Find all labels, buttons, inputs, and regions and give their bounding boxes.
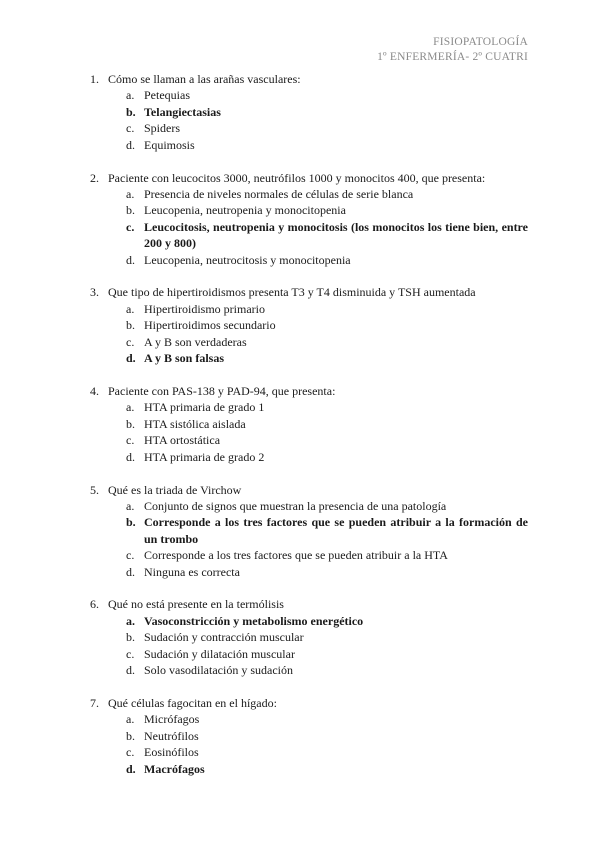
question-list [90, 71, 528, 794]
option [126, 646, 528, 662]
option-text: Solo vasodilatación y sudación [144, 663, 293, 678]
option-text: Hipertiroidimos secundario [144, 318, 276, 333]
option-correct [126, 219, 528, 252]
option-correct [126, 514, 528, 547]
question [90, 695, 528, 777]
option-letter: c. [126, 433, 135, 448]
option-letter: d. [126, 564, 135, 579]
option-text: Sudación y dilatación muscular [144, 646, 295, 661]
option [126, 202, 528, 218]
question-text: Cómo se llaman a las arañas vasculares: [108, 72, 301, 86]
option-letter: b. [126, 728, 135, 743]
option-text: HTA sistólica aislada [144, 416, 246, 431]
option-letter: d. [126, 252, 135, 267]
question [90, 596, 528, 678]
option-letter: c. [126, 121, 135, 136]
question [90, 482, 528, 580]
option-list [90, 399, 528, 465]
option-letter: d. [126, 761, 136, 776]
option-text: Petequias [144, 88, 190, 103]
option [126, 301, 528, 317]
option [126, 87, 528, 103]
option-letter: a. [126, 301, 135, 316]
option-text: Corresponde a los tres factores que se pueden atribuir a la HTA [144, 548, 448, 563]
option-letter: a. [126, 613, 135, 628]
option-letter: d. [126, 663, 135, 678]
option [126, 120, 528, 136]
option-letter: b. [126, 630, 135, 645]
option-letter: c. [126, 745, 135, 760]
option-letter: c. [126, 334, 135, 349]
header-course: 1º ENFERMERÍA- 2º CUATRI [377, 51, 528, 63]
question-text: Que tipo de hipertiroidismos presenta T3 y T4 disminuida y TSH aumentada [108, 285, 476, 300]
option-text: HTA primaria de grado 1 [144, 400, 265, 415]
option-text: Leucopenia, neutropenia y monocitopenia [144, 203, 346, 218]
option-letter: a. [126, 712, 135, 727]
option-letter: b. [126, 104, 136, 119]
option-letter: c. [126, 219, 135, 234]
option-letter: a. [126, 498, 135, 513]
option-text: Sudación y contracción muscular [144, 630, 304, 645]
option [126, 744, 528, 760]
option-letter: b. [126, 203, 135, 218]
option-letter: a. [126, 186, 135, 201]
option-text: Macrófagos [144, 761, 205, 776]
question [90, 71, 528, 153]
option [126, 137, 528, 153]
question-number: 6. [90, 597, 99, 612]
option-list [90, 613, 528, 679]
option-list [90, 498, 528, 580]
option-text: Leucopenia, neutrocitosis y monocitopenia [144, 252, 351, 267]
option-letter: b. [126, 318, 135, 333]
option [126, 399, 528, 415]
option [126, 547, 528, 563]
option-letter: d. [126, 449, 135, 464]
option-text: Hipertiroidismo primario [144, 301, 265, 316]
option-correct [126, 613, 528, 629]
option [126, 186, 528, 202]
question [90, 383, 528, 465]
option-list [90, 186, 528, 268]
question-text: Qué células fagocitan en el hígado: [108, 696, 277, 710]
question-number: 2. [90, 170, 99, 185]
option-text: Ninguna es correcta [144, 564, 240, 579]
option [126, 317, 528, 333]
question-text: Qué no está presente en la termólisis [108, 597, 284, 612]
option-text: Micrófagos [144, 712, 200, 727]
question-number: 3. [90, 285, 99, 300]
option-text: Corresponde a los tres factores que se pueden atribuir a la formación de un trombo [144, 515, 528, 546]
question [90, 284, 528, 366]
option-text: Vasoconstricción y metabolismo energético [144, 613, 364, 628]
option-letter: c. [126, 548, 135, 563]
option-text: A y B son verdaderas [144, 334, 247, 349]
option [126, 498, 528, 514]
option-text: Presencia de niveles normales de células de serie blanca [144, 186, 414, 201]
option-correct [126, 350, 528, 366]
question-number: 7. [90, 696, 99, 710]
option [126, 432, 528, 448]
question-number: 4. [90, 384, 99, 398]
option-letter: d. [126, 351, 136, 366]
option-text: HTA ortostática [144, 433, 221, 448]
option-letter: a. [126, 400, 135, 415]
option-text: A y B son falsas [144, 351, 225, 366]
option-list [90, 711, 528, 777]
option [126, 252, 528, 268]
option-letter: c. [126, 646, 135, 661]
question [90, 170, 528, 268]
question-number: 5. [90, 482, 99, 497]
question-text: Qué es la triada de Virchow [108, 482, 242, 497]
option-correct [126, 761, 528, 777]
option-letter: b. [126, 416, 135, 431]
option-text: Conjunto de signos que muestran la presencia de una patología [144, 498, 447, 513]
option-letter: a. [126, 88, 135, 103]
option-text: HTA primaria de grado 2 [144, 449, 265, 464]
option-text: Neutrófilos [144, 728, 199, 743]
option-correct [126, 104, 528, 120]
option [126, 334, 528, 350]
option [126, 629, 528, 645]
header-subject: FISIOPATOLOGÍA [433, 36, 528, 48]
option-text: Equimosis [144, 137, 195, 152]
option-list [90, 87, 528, 153]
option [126, 564, 528, 580]
option-letter: d. [126, 137, 135, 152]
option-letter: b. [126, 515, 136, 530]
question-text: Paciente con leucocitos 3000, neutrófilos 1000 y monocitos 400, que presenta: [108, 170, 486, 185]
page-header [377, 35, 528, 65]
option [126, 662, 528, 678]
question-number: 1. [90, 72, 99, 86]
option-text: Spiders [144, 121, 180, 136]
option [126, 449, 528, 465]
option-text: Telangiectasias [144, 104, 221, 119]
option [126, 711, 528, 727]
option [126, 416, 528, 432]
option [126, 728, 528, 744]
option-list [90, 301, 528, 367]
option-text: Leucocitosis, neutropenia y monocitosis (los monocitos los tiene bien, entre 200 y 800) [144, 219, 528, 251]
question-text: Paciente con PAS-138 y PAD-94, que presenta: [108, 384, 336, 398]
option-text: Eosinófilos [144, 745, 199, 760]
